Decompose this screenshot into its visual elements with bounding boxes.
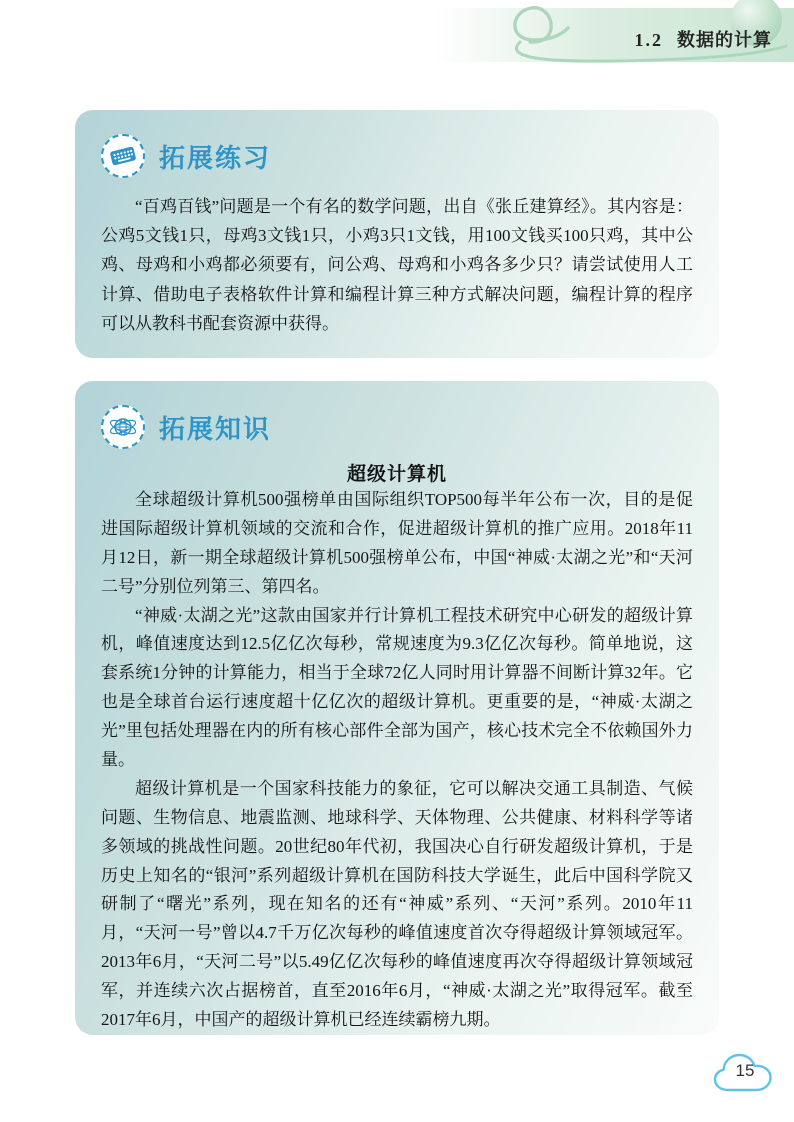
- chapter-title: 数据的计算: [677, 30, 772, 50]
- page-number: 15: [735, 1061, 755, 1080]
- keyboard-icon: [101, 134, 145, 178]
- page-number-badge: [712, 1048, 778, 1098]
- globe-orbit-icon: [101, 405, 145, 449]
- practice-title-row: [101, 134, 693, 178]
- practice-box: [75, 110, 719, 358]
- article-heading: 超级计算机: [346, 464, 447, 485]
- article-paragraph: “神威·太湖之光”这款由国家并行计算机工程技术研究中心研发的超级计算机，峰值速度达到12.5亿亿次每秒，常规速度为9.3亿亿次每秒。简单地说，这套系统1分钟的计算能力，相当于全球72亿人同时用计算器不间断计算32年。它也是全球首台运行速度超十亿亿次的超级计算机。更重要的是，“神威·太湖之光”里包括处理器在内的所有核心部件全部为国产，核心技术完全不依赖国外力量。: [101, 605, 693, 770]
- article-paragraph: 超级计算机是一个国家科技能力的象征，它可以解决交通工具制造、气候问题、生物信息、地震监测、地球科学、天体物理、公共健康、材料科学等诸多领域的挑战性问题。20世纪80年代初，我国决心自行研发超级计算机，于是历史上知名的“银河”系列超级计算机在国防科技大学诞生，此后中国科学院又研制了“曙光”系列，现在知名的还有“神威”系列、“天河”系列。2010年11月，“天河一号”曾以4.7千万亿次每秒的峰值速度首次夺得超级计算领域冠军。2013年6月，“天河二号”以5.49亿亿次每秒的峰值速度再次夺得超级计算领域冠军，并连续六次占据榜首，直至2016年6月，“神威·太湖之光”取得冠军。截至2017年6月，中国产的超级计算机已经连续霸榜九期。: [101, 778, 693, 1030]
- knowledge-box: [75, 381, 719, 1035]
- article-paragraph: 全球超级计算机500强榜单由国际组织TOP500每半年公布一次，目的是促进国际超级计算机领域的交流和合作，促进超级计算机的推广应用。2018年11月12日，新一期全球超级计算机500强榜单公布，中国“神威·太湖之光”和“天河二号”分别位列第三、第四名。: [101, 490, 693, 596]
- practice-box-title: 拓展练习: [159, 142, 272, 173]
- article-body: [101, 486, 693, 1035]
- chapter-number: 1.2: [634, 30, 663, 50]
- practice-body-text: “百鸡百钱”问题是一个有名的数学问题，出自《张丘建算经》。其内容是：公鸡5文钱1只，母鸡3文钱1只，小鸡3只1文钱，用100文钱买100只鸡，其中公鸡、母鸡和小鸡都必须要有，问公鸡、母鸡和小鸡各多少只？请尝试使用人工计算、借助电子表格软件计算和编程计算三种方式解决问题，编程计算的程序可以从教科书配套资源中获得。: [101, 197, 693, 333]
- chapter-header-band: [434, 0, 794, 72]
- knowledge-title-row: [101, 405, 693, 449]
- knowledge-box-title: 拓展知识: [159, 413, 272, 444]
- chapter-heading: [635, 26, 773, 52]
